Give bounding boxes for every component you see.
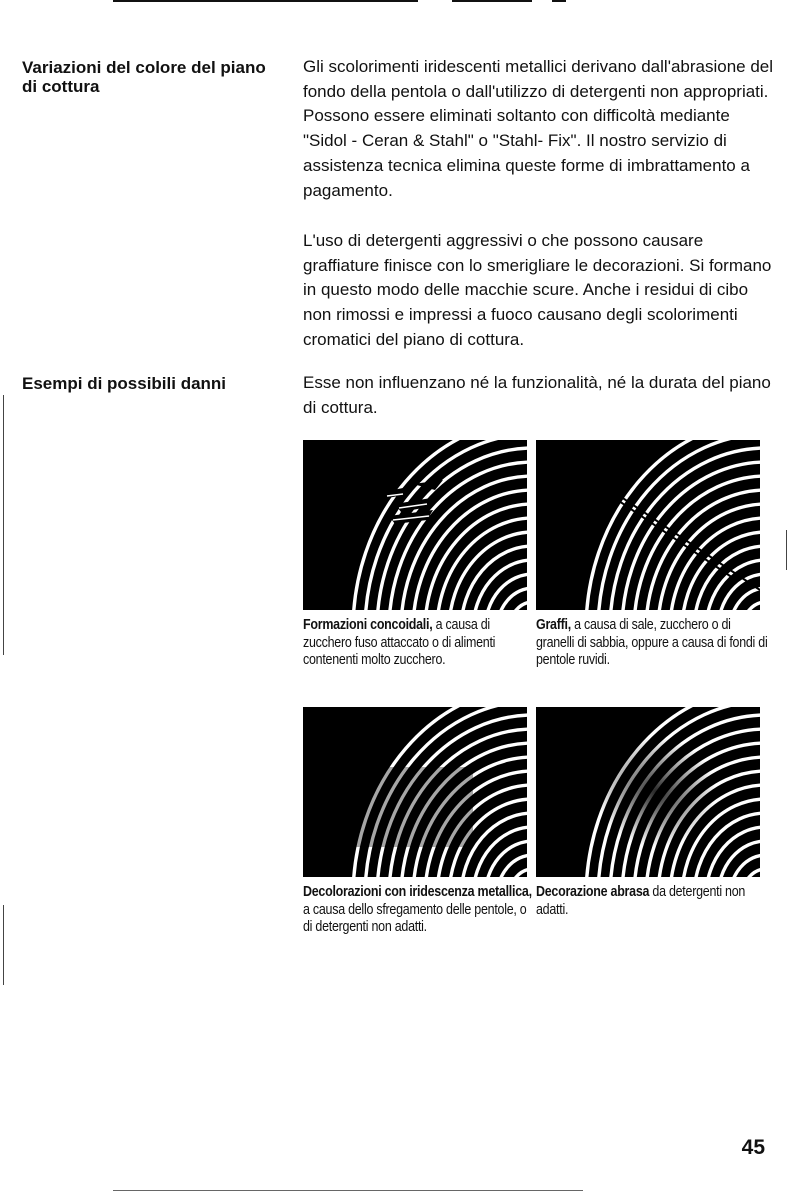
figure-caption (303, 617, 535, 670)
photo-scratches (536, 440, 760, 610)
discolored-area (323, 767, 473, 847)
figure-caption (536, 884, 768, 919)
paragraph: Gli scolorimenti iridescenti metallici derivano dall'abrasione del fondo della pentola o dall'utilizzo di detergenti non appropriati. Possono essere eliminati soltanto con difficoltà mediante "Sidol - Ceran & Stahl" o "Stahl- Fix". Il nostro servizio di assistenza tecnica elimina queste forme di imbrattamento a pagamento. (303, 57, 774, 200)
caption-title: Graffi, (536, 617, 571, 633)
figure-caption (303, 884, 535, 937)
paragraph: Esse non influenzano né la funzionalità, né la durata del piano di cottura. (303, 373, 771, 417)
figure-caption (536, 617, 768, 670)
section-heading: Variazioni del colore del piano di cottura (22, 58, 266, 96)
caption-text: a causa di zucchero fuso attaccato o di alimenti contenenti molto zucchero. (303, 617, 496, 668)
photo-abraded (536, 707, 760, 877)
paragraph: L'uso di detergenti aggressivi o che possono causare graffiature finisce con lo smerigliare le decorazioni. Si formano in questo modo delle macchie scure. Anche i residui di cibo non rimossi e impressi a fuoco causano degli scolorimenti cromatici del piano di cottura. (303, 231, 772, 349)
page-number: 45 (741, 1136, 765, 1159)
caption-title: Formazioni concoidali, (303, 617, 433, 633)
ring-pattern-image (303, 707, 527, 877)
abraded-area (596, 737, 716, 847)
rings (586, 440, 760, 610)
bottom-rule (113, 1190, 583, 1191)
edge-mark (3, 395, 4, 655)
photo-iridescence (303, 707, 527, 877)
caption-text: da detergenti non adatti. (536, 884, 746, 918)
caption-text: a causa dello sfregamento delle pentole, o di detergenti non adatti. (303, 901, 527, 935)
ring-pattern-image (303, 440, 527, 610)
top-rule (452, 0, 532, 2)
edge-mark (786, 530, 787, 570)
section-heading: Esempi di possibili danni (22, 374, 227, 393)
caption-title: Decolorazioni con iridescenza metallica, (303, 884, 532, 900)
top-rule (113, 0, 418, 2)
caption-text: a causa di sale, zucchero o di granelli di sabbia, oppure a causa di fondi di pentole ruvidi. (536, 617, 768, 668)
photo-conchoidal (303, 440, 527, 610)
rings (353, 440, 527, 610)
top-rule (552, 0, 566, 2)
edge-mark (3, 905, 4, 985)
caption-title: Decorazione abrasa (536, 884, 650, 900)
ring-pattern-image (536, 707, 760, 877)
ring-pattern-image (536, 440, 760, 610)
